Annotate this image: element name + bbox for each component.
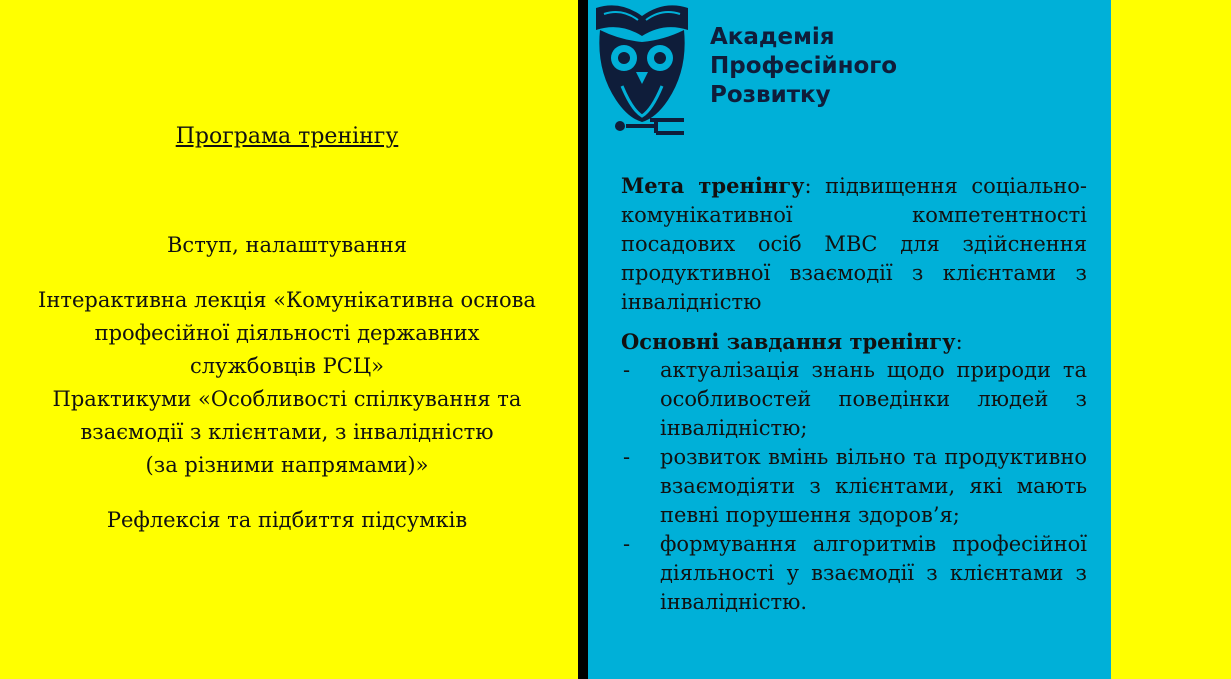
dash-bullet: - [623,532,631,556]
agenda-item-lecture-practice [30,284,544,482]
agenda-item-intro [30,229,544,262]
owl-book-icon [592,0,692,140]
logo-line: Розвитку [710,82,831,108]
logo-line: Академія [710,24,835,50]
right-yellow-strip [1111,0,1231,679]
dash-bullet: - [623,445,631,469]
agenda-item-reflection [30,504,544,537]
panel-divider [578,0,588,679]
tasks-list [621,356,1087,617]
tasks-label: Основні завдання тренінгу [621,329,956,354]
tasks-colon: : [955,330,963,354]
logo-line: Професійного [710,53,898,79]
list-item [621,530,1087,617]
agenda-text: Рефлексія та підбиття підсумків [106,508,468,532]
agenda-text: Інтерактивна лекція «Комунікативна основа професійної діяльності державних службовців РСЦ» [38,288,536,378]
agenda-text: (за різними напрямами)» [145,453,429,477]
dash-bullet: - [623,358,631,382]
list-item [621,443,1087,530]
agenda-text: Практикуми «Особливості спілкування та взаємодії з клієнтами, з інвалідністю [52,387,522,444]
task-text: розвиток вмінь вільно та продуктивно взаємодіяти з клієнтами, які мають певні порушення здоров’я; [660,445,1087,527]
task-text: формування алгоритмів професійної діяльності у взаємодії з клієнтами з інвалідністю. [660,532,1087,614]
goal-text: : підвищення соціально-комунікативної компетентності посадових осіб МВС для здійснення продуктивної взаємодії з клієнтами з інвалідністю [621,174,1088,314]
list-item [621,356,1087,443]
agenda-text: Вступ, налаштування [167,233,407,257]
program-title: Програма тренінгу [175,124,399,149]
training-goal [621,171,1087,317]
task-text: актуалізація знань щодо природи та особливостей поведінки людей з інвалідністю; [660,358,1087,440]
academy-logo-text [710,23,897,110]
goal-label: Мета тренінгу [621,173,805,198]
tasks-heading [621,327,963,357]
